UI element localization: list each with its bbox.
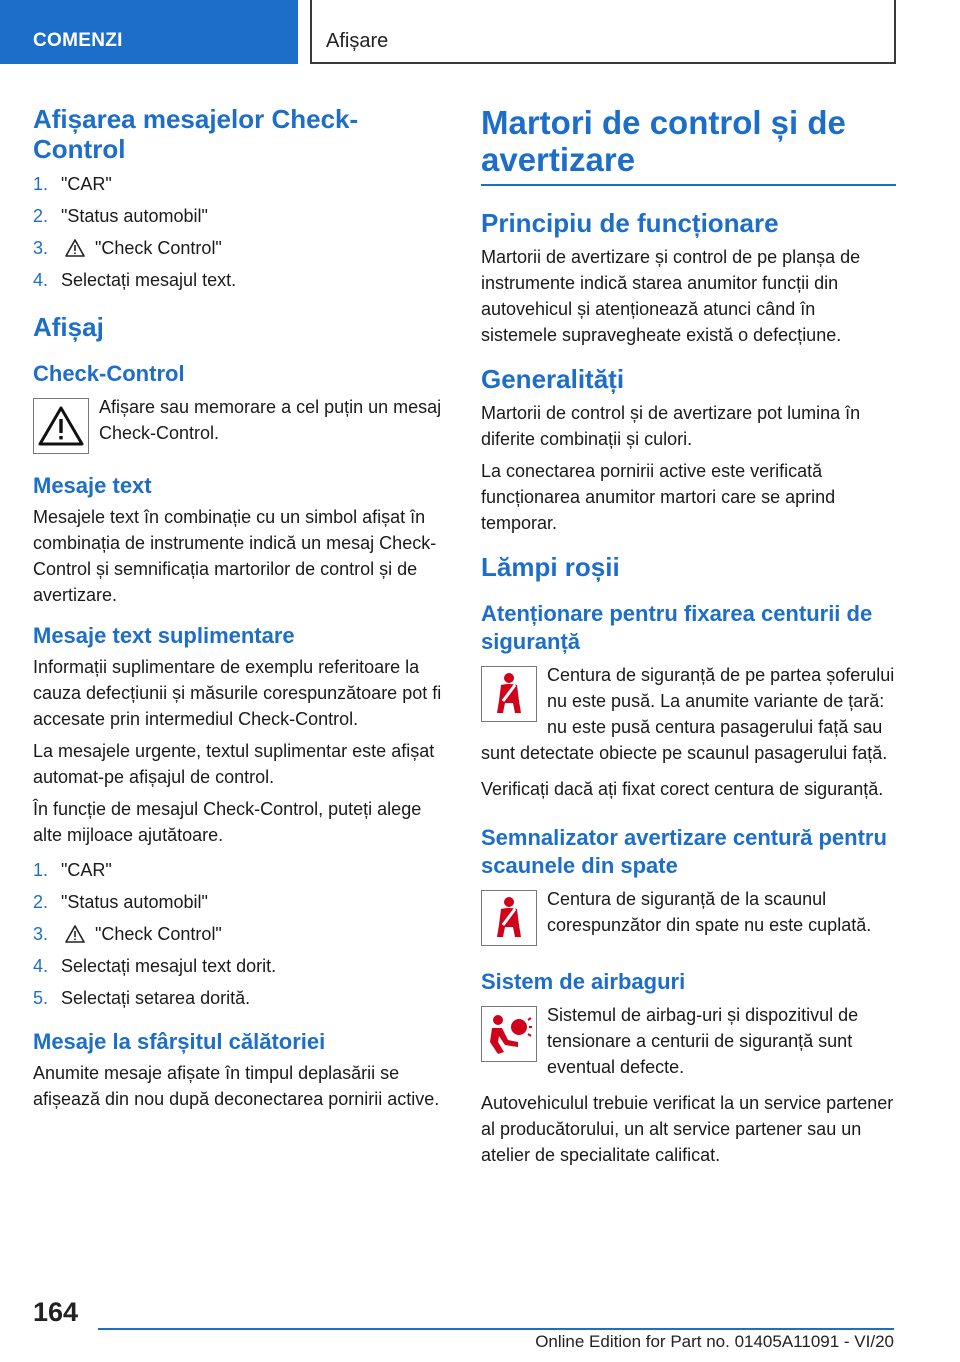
seatbelt-block (481, 662, 896, 770)
steps-list-1 (33, 168, 448, 296)
principiu-paragraph: Martorii de avertizare și control de pe planșa de instrumente indică starea anumitor funcții din autovehicul și atenționează atunci când în sistemele supravegheate există o defecțiune. (481, 247, 861, 345)
supl-paragraph-2: La mesajele urgente, textul suplimentar este afișat automat-pe afișajul de control. (33, 741, 435, 787)
airbag-paragraph-2: Autovehiculul trebuie verificat la un service partener al producătorului, un alt service partener sau un atelier de specialitate calificat. (481, 1093, 894, 1165)
general-paragraph-2: La conectarea pornirii active este verificată funcționarea anumitor martori care se aprind temporar. (481, 461, 836, 533)
centura-paragraph-2: Verificați dacă ați fixat corect centura de siguranță. (481, 779, 884, 799)
supl-paragraph-1: Informații suplimentare de exemplu referitoare la cauza defecțiunii și măsurile corespunzătoare pot fi accesate prin intermediul Check-Control. (33, 657, 442, 729)
steps-list-2 (33, 854, 448, 1014)
list-item: 1. "CAR" (33, 174, 112, 194)
heading-centura-spate: Semnalizator avertizare centură pentru scaunele din spate (481, 825, 887, 878)
check-control-block (33, 394, 448, 458)
section-tab (310, 0, 896, 64)
warning-triangle-icon (65, 238, 87, 258)
airbag-block (481, 1002, 896, 1084)
airbag-paragraph-1: Sistemul de airbag-uri și dispozitivul de tensionare a centurii de siguranță sunt eventual defecte. (547, 1005, 859, 1077)
footer-rule (98, 1328, 894, 1330)
heading-sfarsit-calatorie: Mesaje la sfârșitul călătoriei (33, 1029, 326, 1054)
heading-principiu: Principiu de funcționare (481, 208, 779, 238)
list-item: 1. "CAR" (33, 860, 112, 880)
footer-edition: Online Edition for Part no. 01405A11091 - VI/20 (535, 1332, 894, 1351)
list-item: 4. Selectați mesajul text dorit. (33, 956, 277, 976)
heading-mesaje-text: Mesaje text (33, 473, 152, 498)
sfarsit-paragraph: Anumite mesaje afișate în timpul deplasării se afișează din nou după deconectarea pornirii active. (33, 1063, 440, 1109)
heading-airbag: Sistem de airbaguri (481, 969, 686, 994)
heading-check-control-display: Afișarea mesajelor Check-Control (33, 104, 359, 164)
heading-generalitati: Generalități (481, 364, 625, 394)
section-label: Afișare (326, 30, 389, 52)
centura-paragraph-1: Centura de siguranță de pe partea șoferului nu este pusă. La anumite variante de țară: nu este pusă centura pasagerului față sau sunt detectate obiecte pe scaunul pasagerului față. (481, 665, 895, 763)
heading-lampi-rosii: Lămpi roșii (481, 552, 620, 582)
chapter-tab (0, 0, 298, 64)
rear-seatbelt-block (481, 886, 896, 950)
mesaje-text-paragraph: Mesajele text în combinație cu un simbol afișat în combinația de instrumente indică un mesaj Check-Control și semnificația martorilor de control și de avertizare. (33, 507, 437, 605)
warning-triangle-icon (33, 398, 89, 454)
list-item: 3. "Check Control" (33, 238, 222, 258)
check-control-text: Afișare sau memorare a cel puțin un mesaj Check-Control. (99, 397, 442, 443)
left-column (33, 104, 448, 1118)
right-column (481, 104, 896, 1174)
heading-afisaj: Afișaj (33, 312, 104, 342)
heading-martori: Martori de control și de avertizare (481, 104, 896, 186)
airbag-warning-icon (481, 1006, 537, 1062)
heading-mesaje-suplimentare: Mesaje text suplimentare (33, 623, 295, 648)
list-item: 3. "Check Control" (33, 924, 222, 944)
seatbelt-warning-icon (481, 666, 537, 722)
spate-paragraph: Centura de siguranță de la scaunul corespunzător din spate nu este cuplată. (547, 889, 872, 935)
general-paragraph-1: Martorii de control și de avertizare pot lumina în diferite combinații și culori. (481, 403, 861, 449)
warning-triangle-icon (65, 924, 87, 944)
list-item: 2. "Status automobil" (33, 892, 208, 912)
list-item: 2. "Status automobil" (33, 206, 208, 226)
list-item: 5. Selectați setarea dorită. (33, 988, 251, 1008)
seatbelt-warning-icon (481, 890, 537, 946)
heading-centura: Atenționare pentru fixarea centurii de siguranță (481, 601, 873, 654)
heading-check-control: Check-Control (33, 361, 185, 386)
page-number: 164 (33, 1297, 79, 1327)
chapter-label: COMENZI (33, 30, 123, 51)
list-item: 4. Selectați mesajul text. (33, 270, 237, 290)
supl-paragraph-3: În funcție de mesajul Check-Control, puteți alege alte mijloace ajutătoare. (33, 799, 422, 845)
